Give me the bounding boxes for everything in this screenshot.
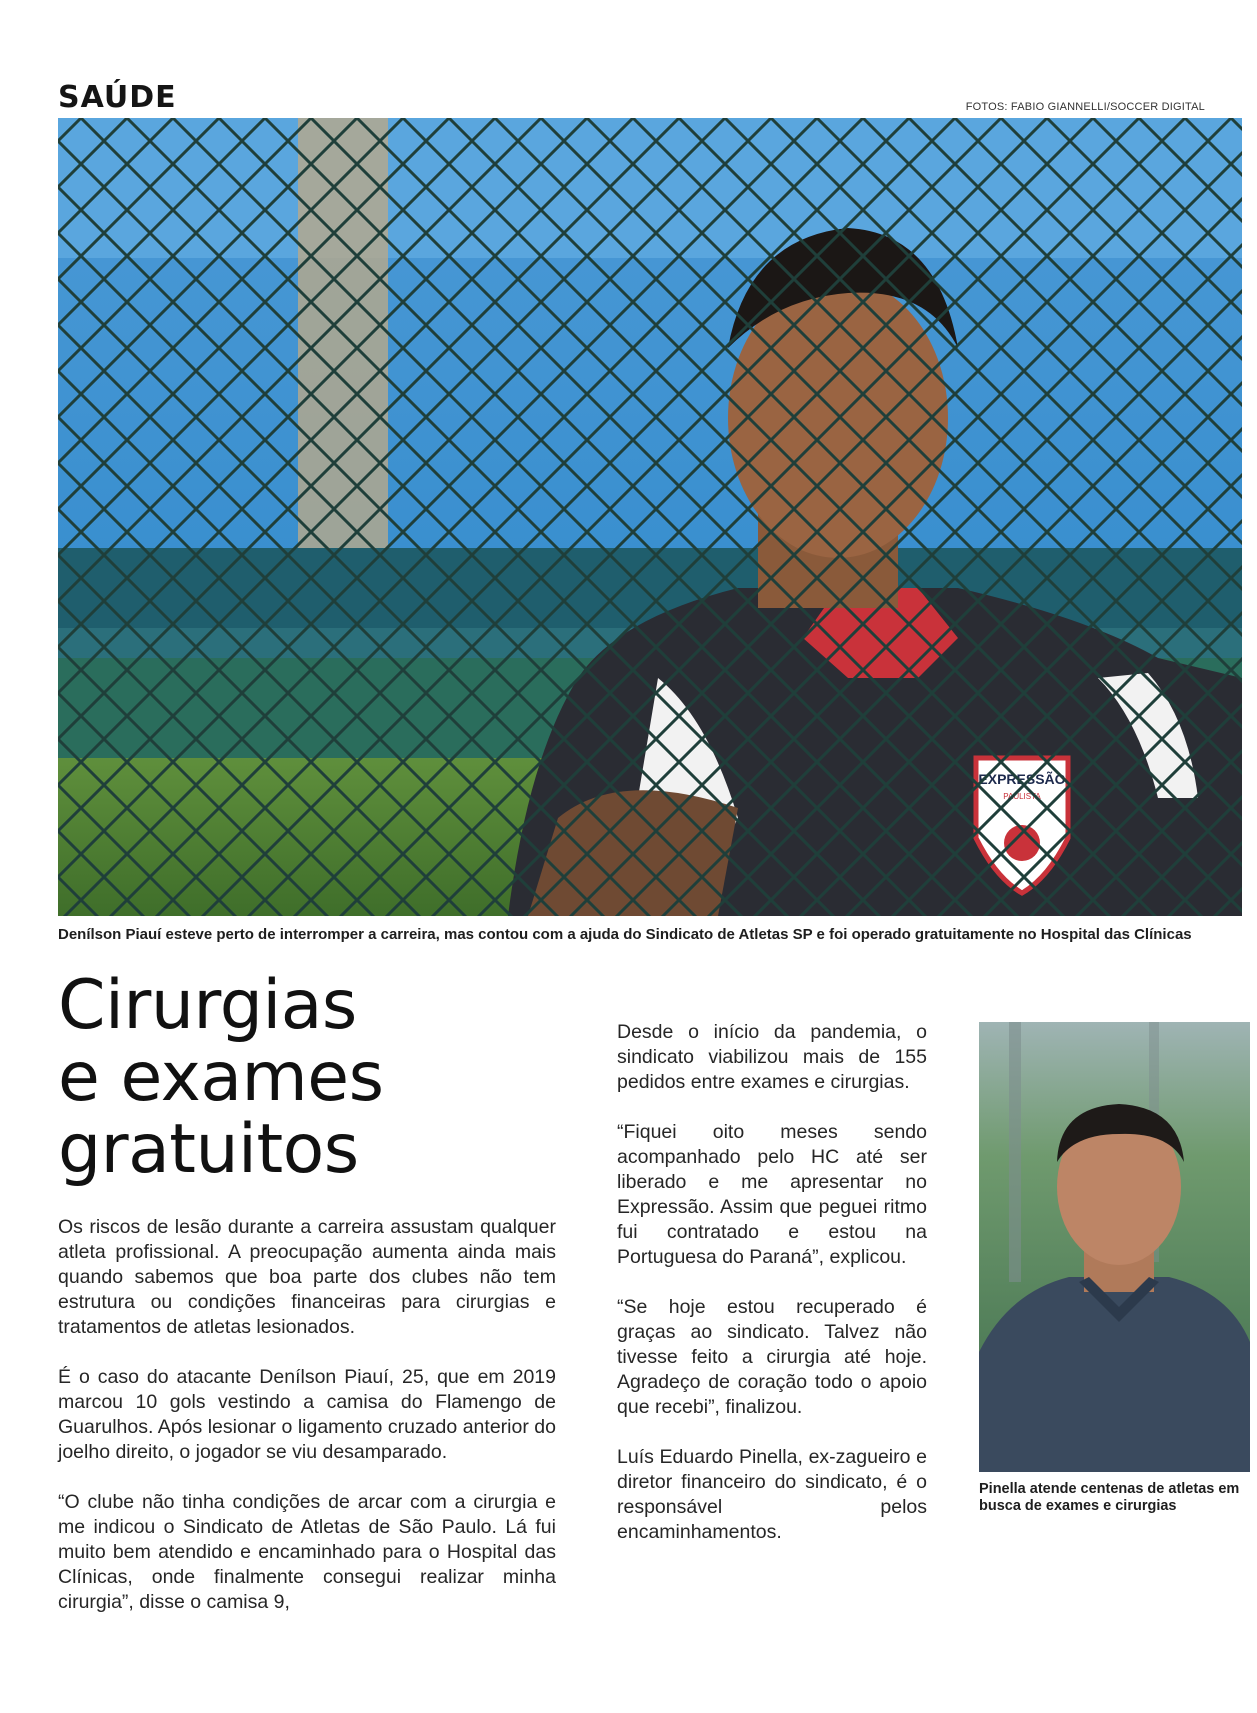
- article-column-left: [58, 1215, 556, 1640]
- paragraph-case: É o caso do atacante Denílson Piauí, 25, que em 2019 marcou 10 gols vestindo a camisa do Flamengo de Guarulhos. Após lesionar o ligamento cruzado anterior do joelho direito, o jogador se viu desamparado.: [58, 1366, 556, 1463]
- section-label: SAÚDE: [58, 80, 177, 115]
- paragraph-quote-1: “O clube não tinha condições de arcar com a cirurgia e me indicou o Sindicato de Atletas de São Paulo. Lá fui muito bem atendido e encaminhado para o Hospital das Clínicas, onde finalmente consegui realizar minha cirurgia”, disse o camisa 9,: [58, 1491, 556, 1613]
- article-column-middle: [617, 1020, 927, 1570]
- article-headline: [58, 966, 578, 1189]
- hero-photo: [58, 118, 1242, 916]
- paragraph-pandemic: Desde o início da pandemia, o sindicato viabilizou mais de 155 pedidos entre exames e cirurgias.: [617, 1021, 927, 1093]
- paragraph-quote-2: “Fiquei oito meses sendo acompanhado pelo HC até ser liberado e me apresentar no Expressão. Assim que peguei ritmo fui contratado e estou na Portuguesa do Paraná”, explicou.: [617, 1121, 927, 1268]
- headline-line-1: Cirurgias: [58, 966, 357, 1045]
- headline-line-3: gratuitos: [58, 1110, 359, 1189]
- side-photo-caption: Pinella atende centenas de atletas em busca de exames e cirurgias: [979, 1481, 1240, 1514]
- paragraph-intro: Os riscos de lesão durante a carreira assustam qualquer atleta profissional. A preocupação aumenta ainda mais quando sabemos que boa parte dos clubes não tem estrutura ou condições financeiras para cirurgias e tratamentos de atletas lesionados.: [58, 1216, 556, 1338]
- photo-credit: FOTOS: FABIO GIANNELLI/SOCCER DIGITAL: [965, 101, 1205, 113]
- side-photo: [979, 1022, 1250, 1472]
- paragraph-pinella: Luís Eduardo Pinella, ex-zagueiro e diretor financeiro do sindicato, é o responsável pelos encaminhamentos.: [617, 1446, 927, 1543]
- paragraph-quote-3: “Se hoje estou recuperado é graças ao sindicato. Talvez não tivesse feito a cirurgia até hoje. Agradeço de coração todo o apoio que recebi”, finalizou.: [617, 1296, 927, 1418]
- headline-line-2: e exames: [58, 1038, 384, 1117]
- hero-caption: Denílson Piauí esteve perto de interromper a carreira, mas contou com a ajuda do Sindicato de Atletas SP e foi operado gratuitamente no Hospital das Clínicas: [58, 926, 1192, 943]
